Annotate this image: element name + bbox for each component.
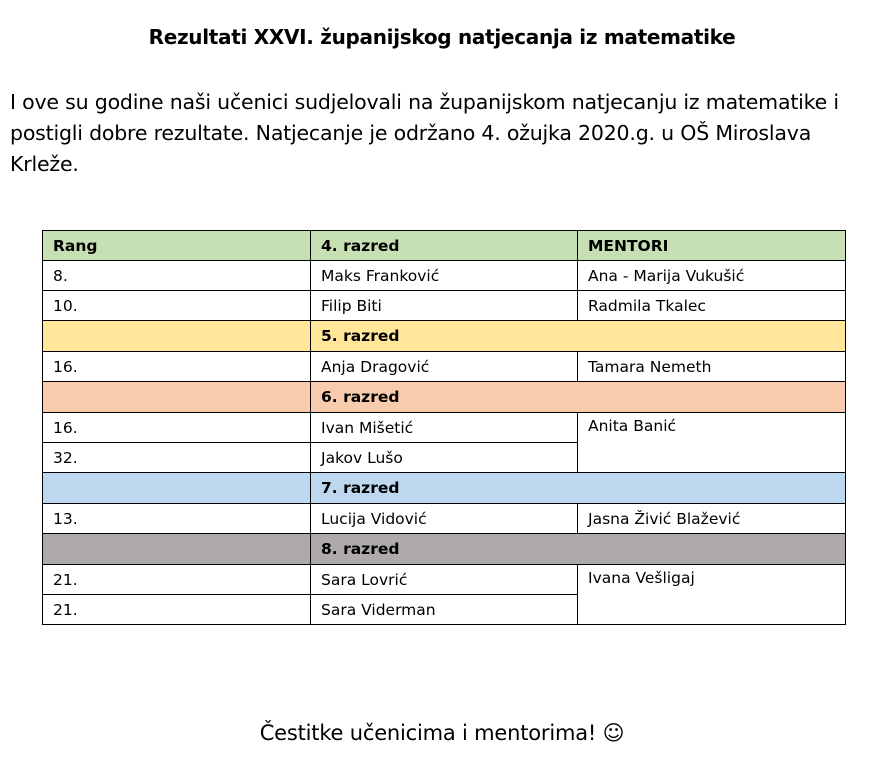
rang-cell: 21. [43,595,311,625]
rang-cell: 32. [43,443,311,473]
rang-cell: 13. [43,504,311,534]
rang-cell: 16. [43,413,311,443]
table-row [43,291,846,321]
header-mentori: MENTORI [578,231,846,261]
grade-7-label: 7. razred [311,473,846,504]
mentor-cell: Radmila Tkalec [578,291,846,321]
student-cell: Filip Biti [311,291,578,321]
intro-paragraph: I ove su godine naši učenici sudjelovali na županijskom natjecanju iz matematike i postigli dobre rezultate. Natjecanje je održano 4. ožujka 2020.g. u OŠ Miroslava Krleže. [10,90,839,176]
rang-cell: 16. [43,352,311,382]
rang-cell: 21. [43,565,311,595]
rang-cell: 10. [43,291,311,321]
student-cell: Sara Viderman [311,595,578,625]
page-title: Rezultati XXVI. županijskog natjecanja iz matematike [148,25,736,49]
rang-cell: 8. [43,261,311,291]
mentor-cell: Anita Banić [578,413,846,473]
mentor-cell: Jasna Živić Blažević [578,504,846,534]
grade-8-row [43,534,846,565]
results-table [42,230,846,625]
student-cell: Sara Lovrić [311,565,578,595]
table-row [43,352,846,382]
table-header-row [43,231,846,261]
table-row [43,413,846,443]
mentor-cell: Ana - Marija Vukušić [578,261,846,291]
student-cell: Ivan Mišetić [311,413,578,443]
student-cell: Lucija Vidović [311,504,578,534]
grade-5-row [43,321,846,352]
table-row [43,504,846,534]
mentor-cell: Tamara Nemeth [578,352,846,382]
student-cell: Anja Dragović [311,352,578,382]
table-row [43,565,846,595]
congratulations-text: Čestitke učenicima i mentorima! ☺ [259,721,625,745]
mentor-cell: Ivana Vešligaj [578,565,846,625]
header-rang: Rang [43,231,311,261]
grade-5-label: 5. razred [311,321,846,352]
grade-6-label: 6. razred [311,382,846,413]
table-row [43,261,846,291]
grade-8-label: 8. razred [311,534,846,565]
grade-7-row [43,473,846,504]
student-cell: Maks Franković [311,261,578,291]
student-cell: Jakov Lušo [311,443,578,473]
grade-6-row [43,382,846,413]
header-razred: 4. razred [311,231,578,261]
